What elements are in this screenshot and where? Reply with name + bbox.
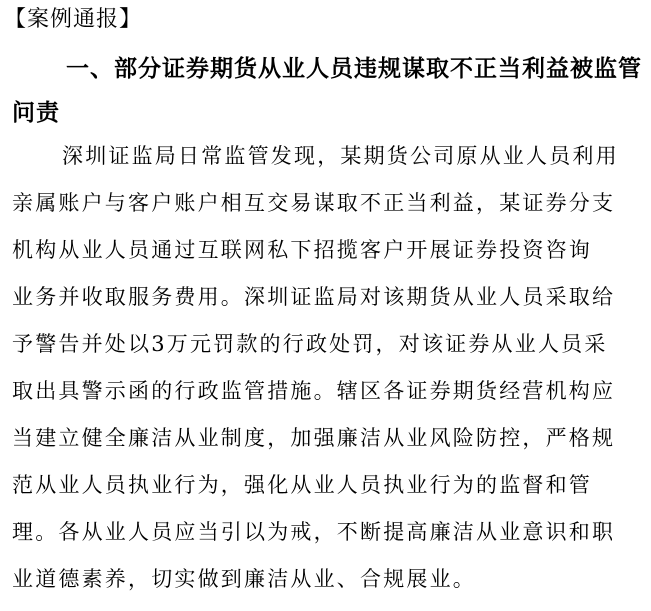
body-line: 深圳证监局日常监管发现，某期货公司原从业人员利用 [62,144,619,168]
body-line: 业务并收取服务费用。深圳证监局对该期货从业人员采取给 [12,285,616,309]
case-heading [12,54,642,142]
body-line: 亲属账户与客户账户相互交易谋取不正当利益，某证券分支 [12,191,616,215]
body-line: 范从业人员执业行为，强化从业人员执业行为的监督和管 [12,473,592,497]
body-line: 取出具警示函的行政监管措施。辖区各证券期货经营机构应 [12,379,616,403]
body-line: 理。各从业人员应当引以为戒，不断提高廉洁从业意识和职 [12,520,616,544]
body-line: 当建立健全廉洁从业制度，加强廉洁从业风险防控，严格规 [12,426,616,450]
heading-line: 一、部分证券期货从业人员违规谋取不正当利益被监管 [66,56,642,82]
body-line: 机构从业人员通过互联网私下招揽客户开展证券投资咨询 [12,238,592,262]
body-line: 业道德素养，切实做到廉洁从业、合规展业。 [12,567,476,591]
section-tag: 【案例通报】 [4,7,143,32]
body-line: 予警告并处以3万元罚款的行政处罚，对该证券从业人员采 [12,332,608,356]
case-body-paragraph [12,141,642,611]
heading-line: 问责 [12,100,60,126]
